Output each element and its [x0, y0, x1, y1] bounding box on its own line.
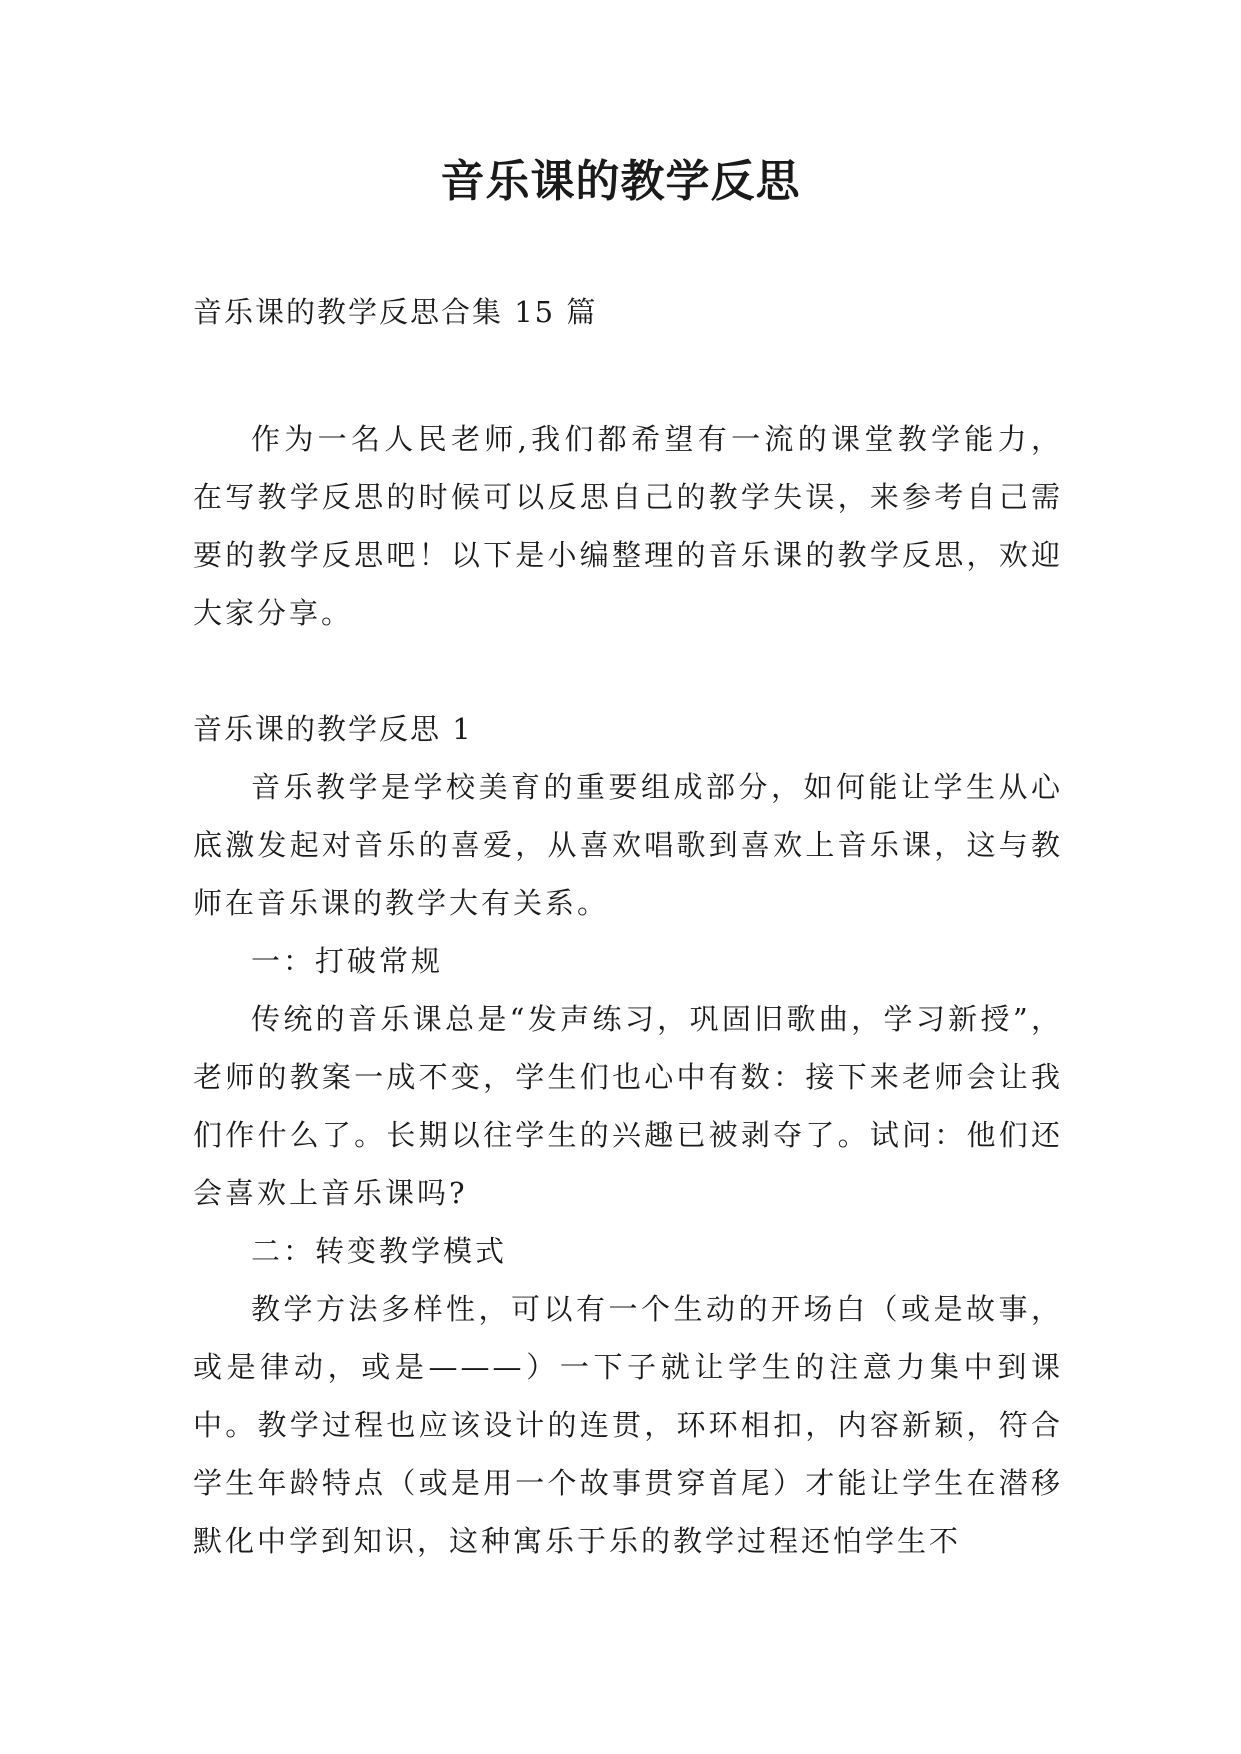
intro-block — [193, 410, 1063, 642]
document-subtitle: 音乐课的教学反思合集 15 篇 — [193, 295, 598, 329]
section-1 — [193, 700, 1063, 1570]
intro-paragraph: 作为一名人民老师,我们都希望有一流的课堂教学能力，在写教学反思的时候可以反思自己的教学失误，来参考自己需要的教学反思吧！以下是小编整理的音乐课的教学反思，欢迎大家分享。 — [193, 422, 1063, 630]
section-1-subheading-2: 二：转变教学模式 — [251, 1234, 508, 1268]
document-title: 音乐课的教学反思 — [440, 156, 801, 207]
section-1-subheading-1: 一：打破常规 — [251, 944, 444, 978]
section-1-paragraph-1: 音乐教学是学校美育的重要组成部分，如何能让学生从心底激发起对音乐的喜爱，从喜欢唱歌到喜欢上音乐课，这与教师在音乐课的教学大有关系。 — [193, 770, 1063, 920]
section-1-paragraph-3: 教学方法多样性，可以有一个生动的开场白（或是故事，或是律动，或是———）一下子就让学生的注意力集中到课中。教学过程也应该设计的连贯，环环相扣，内容新颖，符合学生年龄特点（或是用一个故事贯穿首尾）才能让学生在潜移默化中学到知识，这种寓乐于乐的教学过程还怕学生不 — [193, 1292, 1063, 1558]
section-1-paragraph-2: 传统的音乐课总是“发声练习，巩固旧歌曲，学习新授”，老师的教案一成不变，学生们也心中有数：接下来老师会让我们作什么了。长期以往学生的兴趣已被剥夺了。试问：他们还会喜欢上音乐课吗? — [193, 1002, 1063, 1210]
section-1-heading: 音乐课的教学反思 1 — [193, 712, 473, 746]
